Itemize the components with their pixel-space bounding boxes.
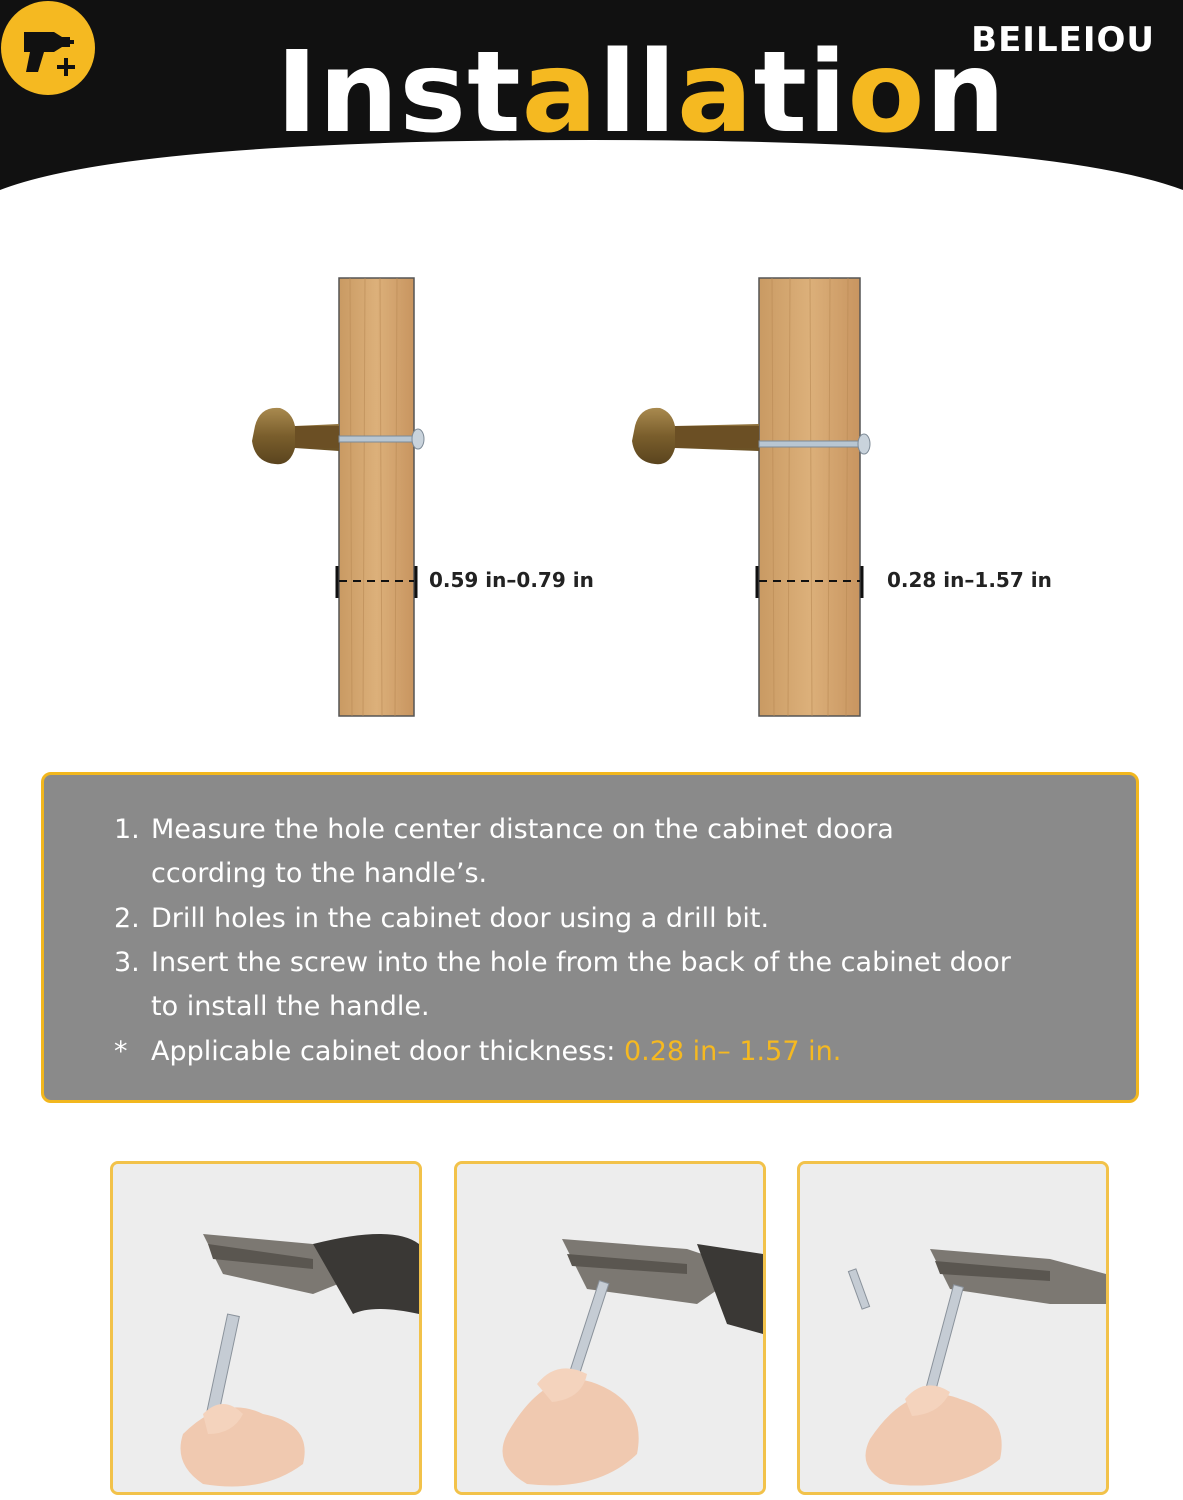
- drill-plus-icon: [0, 0, 96, 96]
- page-title: Installation: [276, 28, 1007, 158]
- instructions-panel: [41, 772, 1139, 1103]
- step-1: [114, 813, 1114, 893]
- step-number: 2.: [114, 903, 140, 934]
- step-text: Measure the hole center distance on the cabinet doora: [151, 814, 894, 845]
- header-banner: [0, 0, 1183, 195]
- photo-break-off-screw: [797, 1161, 1109, 1495]
- photo-pliers-grip-screw: [454, 1161, 766, 1495]
- thickness-label-thick: 0.28 in–1.57 in: [887, 568, 1052, 592]
- note-text: Applicable cabinet door thickness:: [151, 1036, 624, 1067]
- step-number: 3.: [114, 947, 140, 978]
- pliers-and-screw-image: [457, 1164, 763, 1492]
- pliers-and-screw-image: [113, 1164, 419, 1492]
- diagram-thick-door: [620, 276, 1070, 721]
- diagram-thin-door: [200, 276, 620, 721]
- thickness-label-thin: 0.59 in–0.79 in: [429, 568, 594, 592]
- step-text-continued: ccording to the handle’s.: [151, 858, 488, 889]
- step-2: [114, 902, 1114, 938]
- knob-door-illustration: [200, 276, 620, 721]
- step-number: 1.: [114, 814, 140, 845]
- brand-logo: BEILEIOU: [971, 20, 1155, 60]
- step-text: Insert the screw into the hole from the back of the cabinet door: [151, 947, 1011, 978]
- knob-door-illustration: [620, 276, 1070, 721]
- note-asterisk: *: [114, 1036, 128, 1067]
- pliers-and-screw-image: [800, 1164, 1106, 1492]
- step-3: [114, 946, 1114, 1026]
- thickness-note: [114, 1035, 1114, 1071]
- photo-hold-screw: [110, 1161, 422, 1495]
- note-value: 0.28 in– 1.57 in.: [623, 1036, 842, 1067]
- step-text-continued: to install the handle.: [151, 991, 430, 1022]
- step-text: Drill holes in the cabinet door using a drill bit.: [151, 903, 770, 934]
- note-line: [151, 1035, 841, 1069]
